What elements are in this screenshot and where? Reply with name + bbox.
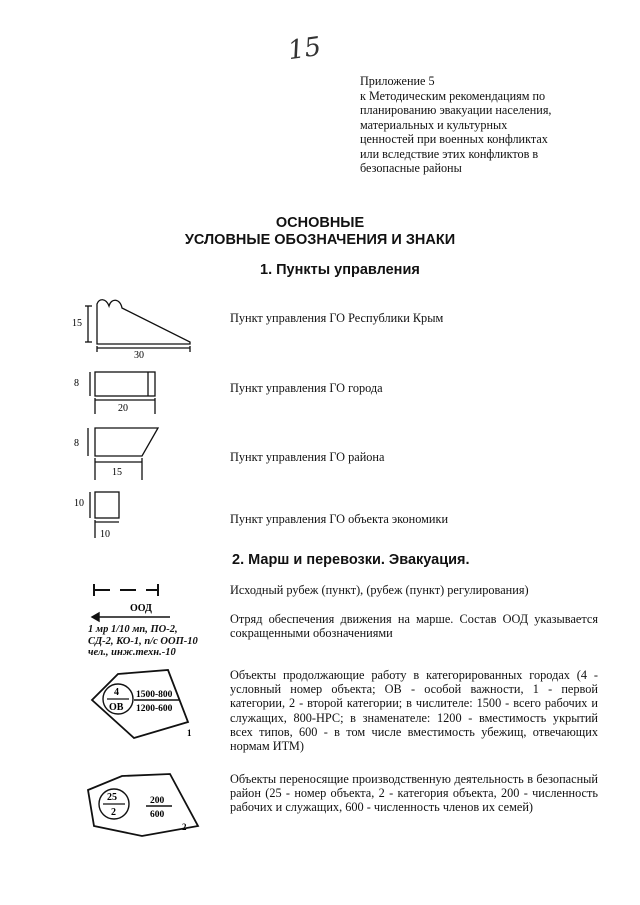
object-number: 4 <box>114 687 119 698</box>
object-category: ОВ <box>109 702 124 713</box>
object-continuing-desc: Объекты продолжающие работу в категорированных городах (4 - условный номер объекта; ОВ - особой важности, 1 - первой категории, 2 - второй категории; в числителе: 1500 - всего рабочих и служащих, 800-НРС; в знаменателе: 1200 - вместимость укрытий всех типов, 600 - в том числе вместимость убежищ, отвечающих нормам ИТМ) <box>230 668 598 754</box>
cp-object-label: Пункт управления ГО объекта экономики <box>230 512 449 526</box>
appendix-line: ценностей при военных конфликтах <box>360 132 548 146</box>
city-cp-symbol <box>70 368 170 416</box>
object-category: 2 <box>111 807 116 818</box>
cp-republic-label: Пункт управления ГО Республики Крым <box>230 311 444 325</box>
section1-heading: 1. Пункты управления <box>260 262 420 278</box>
corner-index: 2 <box>182 822 187 832</box>
title-line-2: УСЛОВНЫЕ ОБОЗНАЧЕНИЯ И ЗНАКИ <box>184 231 456 248</box>
object-number: 25 <box>107 792 117 803</box>
note-line: СД-2, КО-1, п/с ООП-10 <box>88 635 198 647</box>
corner-index: 1 <box>187 728 192 738</box>
dim-height-label: 8 <box>74 378 79 389</box>
republic-cp-symbol <box>70 296 200 360</box>
object-relocating-symbol <box>82 768 212 844</box>
ood-composition-note <box>88 624 218 659</box>
note-line: чел., инж.техн.-10 <box>88 647 176 659</box>
note-line: 1 мр 1/10 мп, ПО-2, <box>88 624 178 635</box>
dim-height-label: 8 <box>74 438 79 449</box>
title-line-1: ОСНОВНЫЕ <box>275 215 365 231</box>
dim-height-label: 10 <box>74 498 84 509</box>
object-relocating-desc: Объекты переносящие производственную деятельность в безопасный район (25 - номер объекта, 2 - категория объекта, 200 - численность рабочих и служащих, 600 - численность членов их семей) <box>230 772 598 815</box>
appendix-note <box>360 74 610 176</box>
appendix-line: Приложение 5 <box>360 74 435 88</box>
cp-district-label: Пункт управления ГО района <box>230 450 385 464</box>
page-number: 15 <box>286 31 324 67</box>
section2-heading: 2. Марш и перевозки. Эвакуация. <box>232 552 470 568</box>
appendix-line: материальных и культурных <box>360 117 508 132</box>
dim-width-label: 15 <box>112 467 122 478</box>
appendix-line: к Методическим рекомендациям по <box>360 88 546 103</box>
ood-desc: Отряд обеспечения движения на марше. Состав ООД указывается сокращенными обозначениями <box>230 612 598 641</box>
start-line-desc: Исходный рубеж (пункт), (рубеж (пункт) регулирования) <box>230 583 529 597</box>
fraction-denominator: 600 <box>150 810 165 820</box>
appendix-line: или вследствие этих конфликтов в <box>360 146 539 161</box>
fraction-numerator: 200 <box>150 796 165 806</box>
object-cp-symbol <box>70 486 130 540</box>
dim-width-label: 10 <box>100 529 110 540</box>
dim-height-label: 15 <box>72 318 82 329</box>
appendix-line: безопасные районы <box>360 161 462 175</box>
dim-width-label: 20 <box>118 403 128 414</box>
document-title <box>0 215 640 248</box>
fraction-denominator: 1200-600 <box>136 704 173 714</box>
fraction-numerator: 1500-800 <box>136 690 173 700</box>
ood-label: ООД <box>130 603 152 614</box>
start-line-symbol <box>90 582 170 598</box>
ood-symbol <box>90 600 180 624</box>
district-cp-symbol <box>70 424 170 484</box>
cp-city-label: Пункт управления ГО города <box>230 381 383 395</box>
object-continuing-symbol <box>88 666 218 742</box>
dim-width-label: 30 <box>134 350 144 360</box>
appendix-line: планированию эвакуации населения, <box>360 103 552 117</box>
